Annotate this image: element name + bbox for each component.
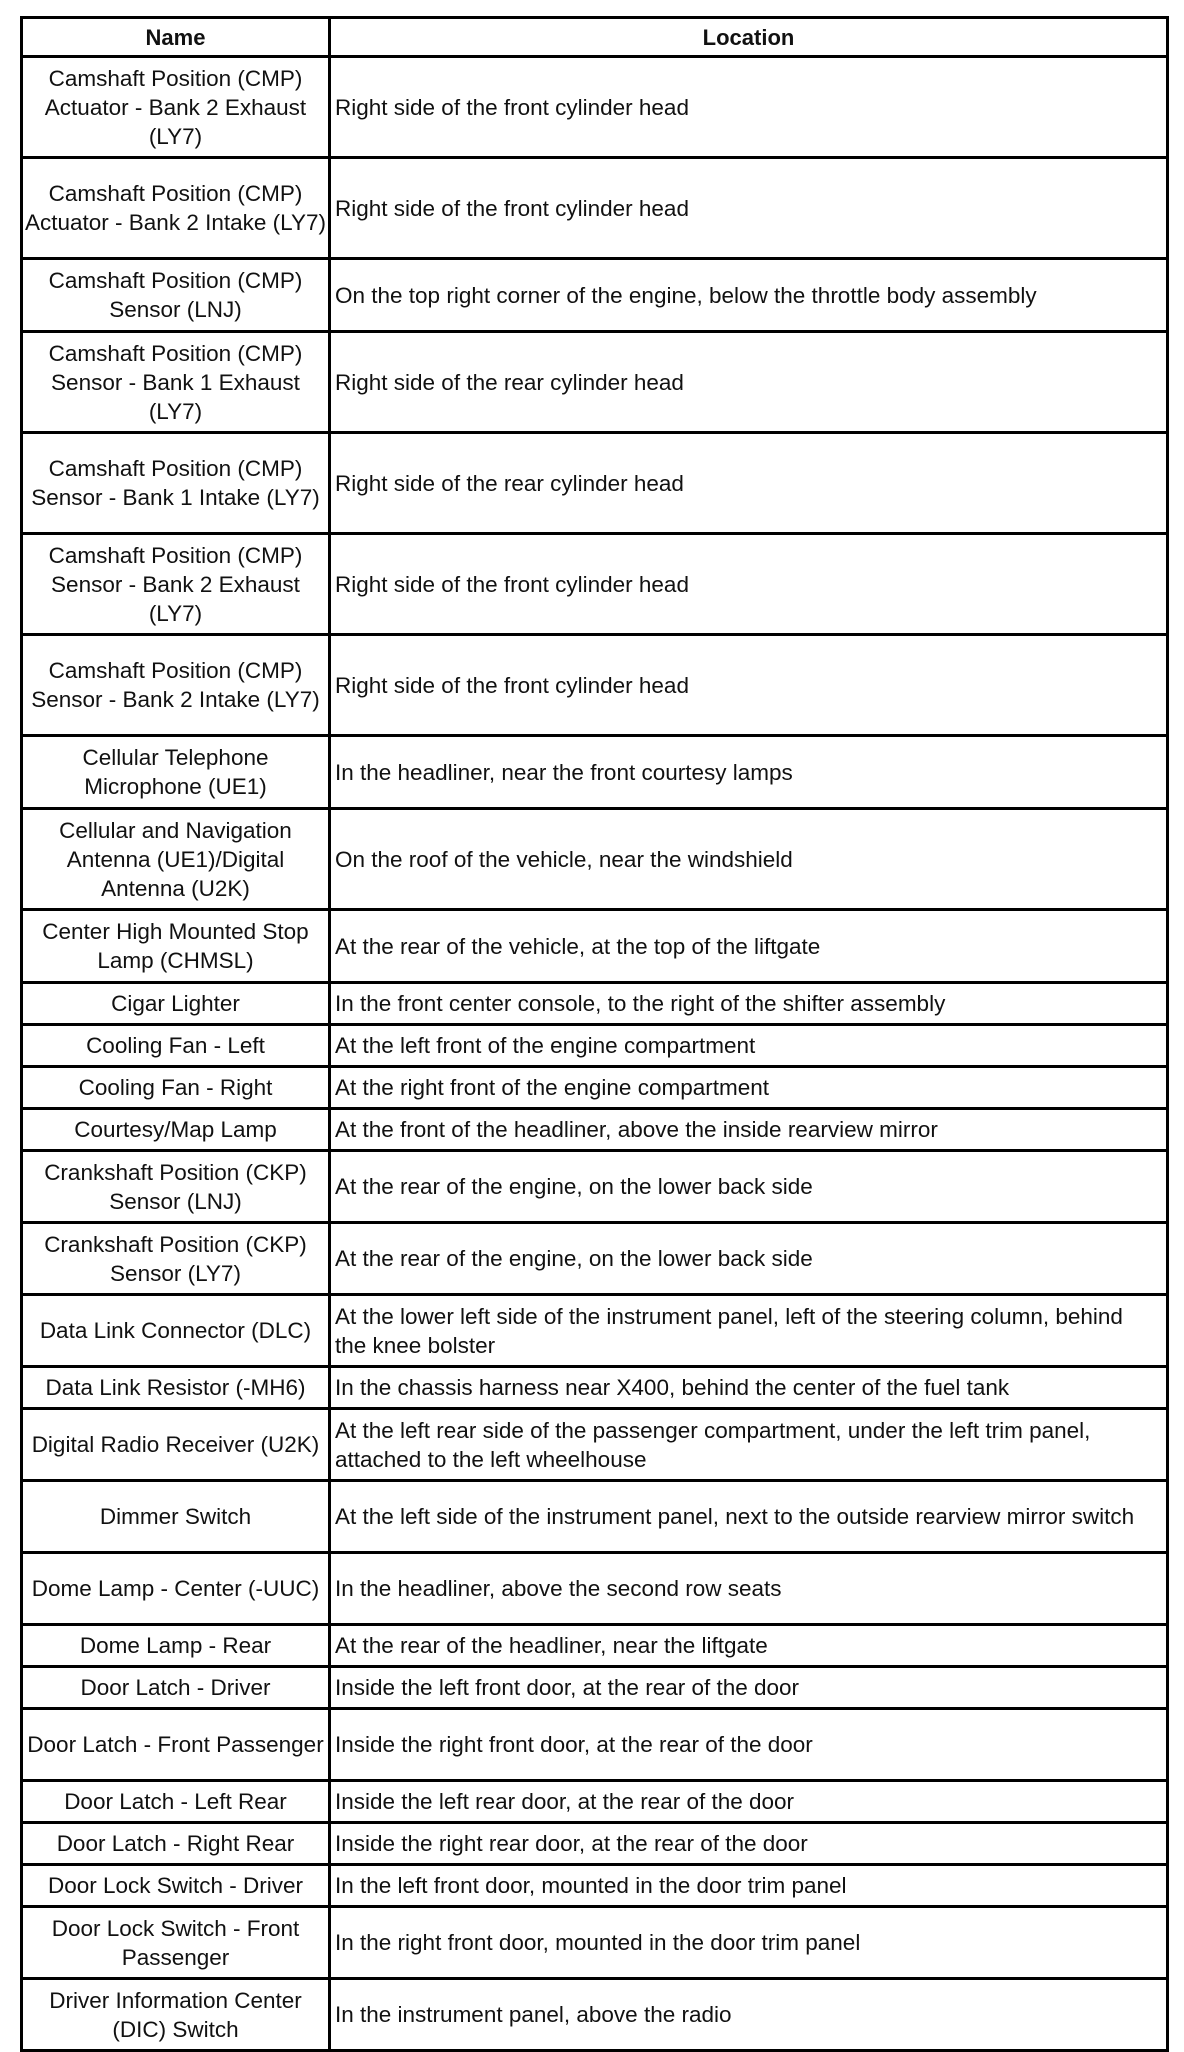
component-location: At the front of the headliner, above the inside rearview mirror — [330, 1109, 1168, 1151]
table-header — [22, 18, 1168, 57]
component-name: Dome Lamp - Center (-UUC) — [22, 1553, 330, 1625]
table-row — [22, 433, 1168, 534]
component-location: At the lower left side of the instrument panel, left of the steering column, behind the knee bolster — [330, 1295, 1168, 1367]
table-row — [22, 1367, 1168, 1409]
component-location: At the left front of the engine compartment — [330, 1025, 1168, 1067]
table-row — [22, 57, 1168, 158]
component-locator-table — [20, 16, 1169, 2052]
header-row — [22, 18, 1168, 57]
component-location: At the rear of the headliner, near the liftgate — [330, 1625, 1168, 1667]
component-location: In the right front door, mounted in the door trim panel — [330, 1907, 1168, 1979]
table-row — [22, 1409, 1168, 1481]
component-location: Inside the left front door, at the rear of the door — [330, 1667, 1168, 1709]
component-location: Right side of the front cylinder head — [330, 57, 1168, 158]
component-location: In the instrument panel, above the radio — [330, 1979, 1168, 2051]
component-name: Courtesy/Map Lamp — [22, 1109, 330, 1151]
table-body — [22, 57, 1168, 2051]
component-name: Door Latch - Front Passenger — [22, 1709, 330, 1781]
component-name: Door Lock Switch - Front Passenger — [22, 1907, 330, 1979]
table-row — [22, 1907, 1168, 1979]
component-location: In the chassis harness near X400, behind the center of the fuel tank — [330, 1367, 1168, 1409]
table-row — [22, 1709, 1168, 1781]
component-name: Door Latch - Right Rear — [22, 1823, 330, 1865]
table-row — [22, 1781, 1168, 1823]
component-name: Door Latch - Left Rear — [22, 1781, 330, 1823]
component-name: Door Lock Switch - Driver — [22, 1865, 330, 1907]
component-name: Camshaft Position (CMP) Actuator - Bank 2 Exhaust (LY7) — [22, 57, 330, 158]
column-header-location: Location — [330, 18, 1168, 57]
column-header-name: Name — [22, 18, 330, 57]
component-location: On the roof of the vehicle, near the windshield — [330, 809, 1168, 910]
component-name: Dome Lamp - Rear — [22, 1625, 330, 1667]
component-location: In the left front door, mounted in the door trim panel — [330, 1865, 1168, 1907]
component-location: At the rear of the vehicle, at the top of the liftgate — [330, 910, 1168, 983]
component-name: Door Latch - Driver — [22, 1667, 330, 1709]
component-location: On the top right corner of the engine, below the throttle body assembly — [330, 259, 1168, 332]
component-name: Camshaft Position (CMP) Actuator - Bank 2 Intake (LY7) — [22, 158, 330, 259]
component-location: Right side of the front cylinder head — [330, 158, 1168, 259]
table-row — [22, 1067, 1168, 1109]
component-location: In the headliner, above the second row seats — [330, 1553, 1168, 1625]
component-location: At the left side of the instrument panel, next to the outside rearview mirror switch — [330, 1481, 1168, 1553]
component-name: Camshaft Position (CMP) Sensor - Bank 2 Intake (LY7) — [22, 635, 330, 736]
table-row — [22, 1025, 1168, 1067]
component-name: Data Link Resistor (-MH6) — [22, 1367, 330, 1409]
table-row — [22, 1865, 1168, 1907]
table-row — [22, 1553, 1168, 1625]
component-location: Inside the right front door, at the rear of the door — [330, 1709, 1168, 1781]
component-location: At the left rear side of the passenger compartment, under the left trim panel, attached to the left wheelhouse — [330, 1409, 1168, 1481]
component-location: In the headliner, near the front courtesy lamps — [330, 736, 1168, 809]
component-name: Digital Radio Receiver (U2K) — [22, 1409, 330, 1481]
table-row — [22, 910, 1168, 983]
table-row — [22, 809, 1168, 910]
table-row — [22, 1625, 1168, 1667]
component-name: Driver Information Center (DIC) Switch — [22, 1979, 330, 2051]
component-name: Cooling Fan - Right — [22, 1067, 330, 1109]
component-name: Data Link Connector (DLC) — [22, 1295, 330, 1367]
table-row — [22, 736, 1168, 809]
table-row — [22, 158, 1168, 259]
table-row — [22, 1109, 1168, 1151]
table-row — [22, 635, 1168, 736]
component-name: Cooling Fan - Left — [22, 1025, 330, 1067]
table-row — [22, 1979, 1168, 2051]
component-location: Right side of the rear cylinder head — [330, 332, 1168, 433]
table-row — [22, 1223, 1168, 1295]
table-row — [22, 983, 1168, 1025]
component-name: Cellular Telephone Microphone (UE1) — [22, 736, 330, 809]
table-row — [22, 1481, 1168, 1553]
component-name: Crankshaft Position (CKP) Sensor (LNJ) — [22, 1151, 330, 1223]
component-location: In the front center console, to the right of the shifter assembly — [330, 983, 1168, 1025]
component-name: Center High Mounted Stop Lamp (CHMSL) — [22, 910, 330, 983]
component-location: Inside the right rear door, at the rear of the door — [330, 1823, 1168, 1865]
component-name: Dimmer Switch — [22, 1481, 330, 1553]
component-locator-table-container — [20, 16, 1166, 2052]
table-row — [22, 259, 1168, 332]
table-row — [22, 332, 1168, 433]
component-name: Cellular and Navigation Antenna (UE1)/Digital Antenna (U2K) — [22, 809, 330, 910]
table-row — [22, 1295, 1168, 1367]
component-location: Inside the left rear door, at the rear of the door — [330, 1781, 1168, 1823]
component-location: At the rear of the engine, on the lower back side — [330, 1151, 1168, 1223]
component-name: Camshaft Position (CMP) Sensor (LNJ) — [22, 259, 330, 332]
component-name: Crankshaft Position (CKP) Sensor (LY7) — [22, 1223, 330, 1295]
component-name: Camshaft Position (CMP) Sensor - Bank 1 Intake (LY7) — [22, 433, 330, 534]
component-location: At the rear of the engine, on the lower back side — [330, 1223, 1168, 1295]
table-row — [22, 534, 1168, 635]
component-location: Right side of the front cylinder head — [330, 534, 1168, 635]
table-row — [22, 1667, 1168, 1709]
table-row — [22, 1151, 1168, 1223]
component-name: Camshaft Position (CMP) Sensor - Bank 1 Exhaust (LY7) — [22, 332, 330, 433]
table-row — [22, 1823, 1168, 1865]
component-location: Right side of the front cylinder head — [330, 635, 1168, 736]
component-name: Cigar Lighter — [22, 983, 330, 1025]
component-location: Right side of the rear cylinder head — [330, 433, 1168, 534]
component-location: At the right front of the engine compartment — [330, 1067, 1168, 1109]
component-name: Camshaft Position (CMP) Sensor - Bank 2 Exhaust (LY7) — [22, 534, 330, 635]
